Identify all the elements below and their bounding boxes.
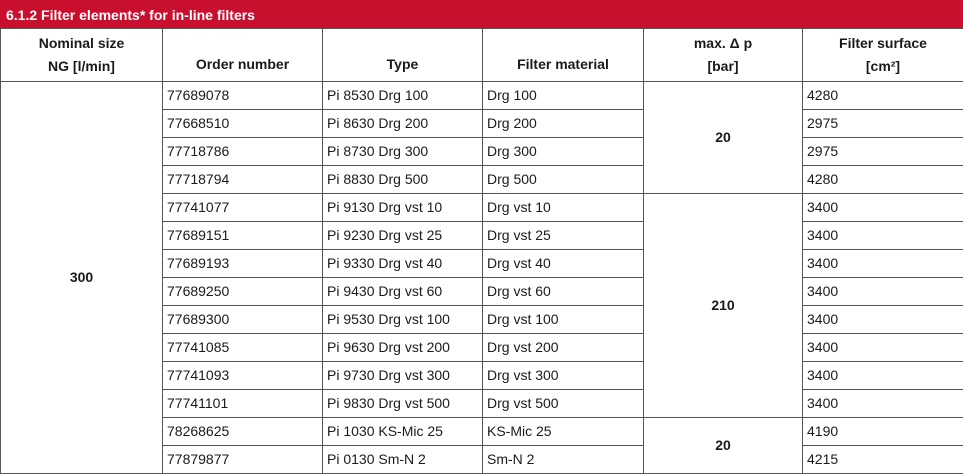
filter-material-cell: Drg vst 100	[483, 306, 644, 334]
header-order-number: Order number	[163, 29, 323, 82]
section-title-bar	[0, 0, 963, 28]
header-type: Type	[323, 29, 483, 82]
filter-surface-cell: 2975	[803, 110, 963, 138]
max-dp-cell: 20	[644, 82, 803, 194]
order-number-cell: 77668510	[163, 110, 323, 138]
order-number-cell: 77689300	[163, 306, 323, 334]
order-number-cell: 77741101	[163, 390, 323, 418]
type-cell: Pi 8530 Drg 100	[323, 82, 483, 110]
table-header-row	[1, 29, 963, 82]
filter-surface-cell: 3400	[803, 306, 963, 334]
order-number-cell: 77879877	[163, 446, 323, 474]
max-dp-cell: 210	[644, 194, 803, 418]
order-number-cell: 77741077	[163, 194, 323, 222]
filter-material-cell: Drg vst 40	[483, 250, 644, 278]
filter-surface-cell: 2975	[803, 138, 963, 166]
filter-surface-cell: 4190	[803, 418, 963, 446]
type-cell: Pi 8630 Drg 200	[323, 110, 483, 138]
order-number-cell: 77718794	[163, 166, 323, 194]
filter-material-cell: Drg vst 300	[483, 362, 644, 390]
filter-material-cell: Drg vst 25	[483, 222, 644, 250]
order-number-cell: 77689193	[163, 250, 323, 278]
filter-surface-cell: 3400	[803, 334, 963, 362]
max-dp-cell: 20	[644, 418, 803, 474]
filter-surface-cell: 4280	[803, 82, 963, 110]
filter-surface-cell: 3400	[803, 194, 963, 222]
type-cell: Pi 9130 Drg vst 10	[323, 194, 483, 222]
filter-material-cell: Drg 100	[483, 82, 644, 110]
filter-material-cell: Drg vst 200	[483, 334, 644, 362]
type-cell: Pi 9730 Drg vst 300	[323, 362, 483, 390]
order-number-cell: 77718786	[163, 138, 323, 166]
order-number-cell: 77689078	[163, 82, 323, 110]
order-number-cell: 77689151	[163, 222, 323, 250]
filter-material-cell: Sm-N 2	[483, 446, 644, 474]
type-cell: Pi 8730 Drg 300	[323, 138, 483, 166]
order-number-cell: 77689250	[163, 278, 323, 306]
header-nominal-size: Nominal size NG [l/min]	[1, 29, 163, 82]
filter-elements-table	[0, 28, 963, 474]
filter-material-cell: Drg vst 10	[483, 194, 644, 222]
order-number-cell: 77741085	[163, 334, 323, 362]
type-cell: Pi 9830 Drg vst 500	[323, 390, 483, 418]
nominal-size-cell: 300	[1, 82, 163, 474]
type-cell: Pi 9630 Drg vst 200	[323, 334, 483, 362]
type-cell: Pi 9430 Drg vst 60	[323, 278, 483, 306]
filter-surface-cell: 4215	[803, 446, 963, 474]
filter-material-cell: Drg vst 60	[483, 278, 644, 306]
header-max-dp: max. Δ p [bar]	[644, 29, 803, 82]
filter-surface-cell: 3400	[803, 250, 963, 278]
header-filter-surface: Filter surface [cm²]	[803, 29, 963, 82]
order-number-cell: 78268625	[163, 418, 323, 446]
type-cell: Pi 1030 KS-Mic 25	[323, 418, 483, 446]
header-filter-material: Filter material	[483, 29, 644, 82]
filter-material-cell: Drg 200	[483, 110, 644, 138]
filter-material-cell: KS-Mic 25	[483, 418, 644, 446]
filter-surface-cell: 4280	[803, 166, 963, 194]
type-cell: Pi 9330 Drg vst 40	[323, 250, 483, 278]
order-number-cell: 77741093	[163, 362, 323, 390]
type-cell: Pi 9530 Drg vst 100	[323, 306, 483, 334]
type-cell: Pi 0130 Sm-N 2	[323, 446, 483, 474]
section-title: 6.1.2 Filter elements* for in-line filters	[6, 7, 255, 23]
filter-surface-cell: 3400	[803, 362, 963, 390]
type-cell: Pi 8830 Drg 500	[323, 166, 483, 194]
type-cell: Pi 9230 Drg vst 25	[323, 222, 483, 250]
filter-surface-cell: 3400	[803, 278, 963, 306]
filter-surface-cell: 3400	[803, 390, 963, 418]
filter-material-cell: Drg 500	[483, 166, 644, 194]
filter-surface-cell: 3400	[803, 222, 963, 250]
table-row	[1, 82, 963, 110]
filter-material-cell: Drg vst 500	[483, 390, 644, 418]
filter-material-cell: Drg 300	[483, 138, 644, 166]
